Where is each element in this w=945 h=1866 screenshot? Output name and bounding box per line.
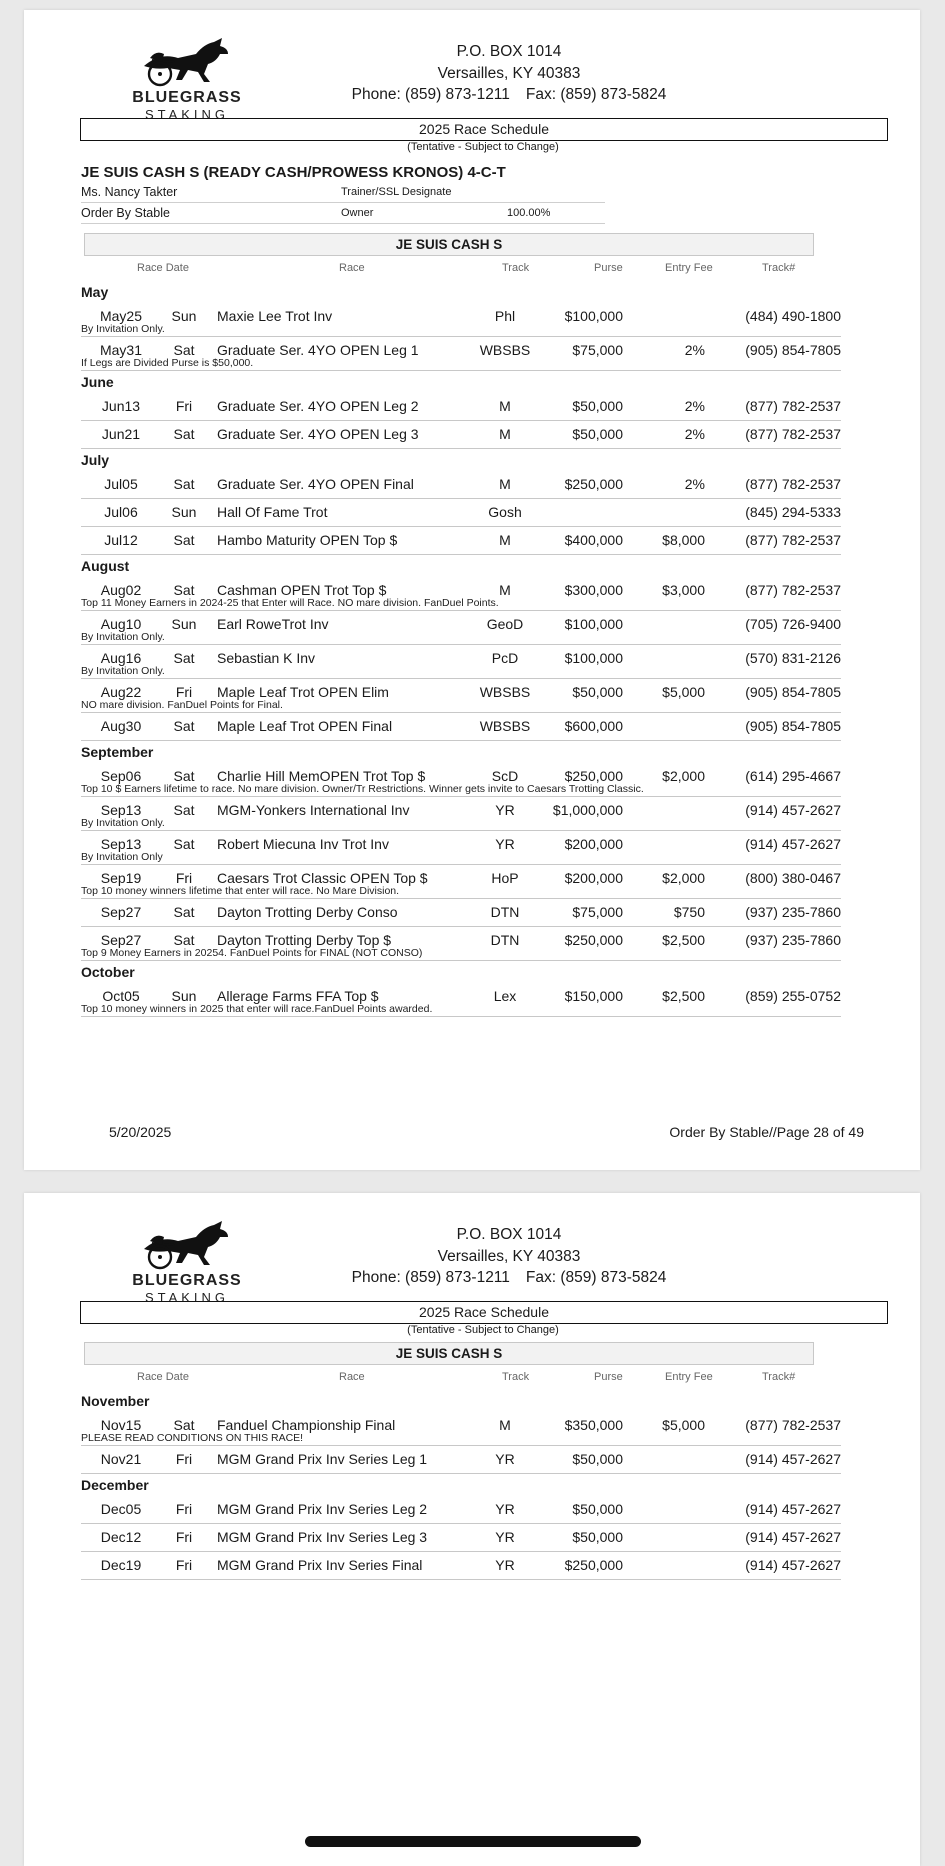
race-track: M [499,426,511,442]
race-row [81,763,841,797]
race-row [81,1446,841,1474]
race-row [81,1552,841,1580]
race-day: Sat [173,342,195,358]
race-name: Caesars Trot Classic OPEN Top $ [217,870,428,886]
brand-subtitle: STAKING [144,1290,230,1305]
race-day: Fri [175,1451,193,1467]
race-track: PcD [491,650,519,666]
address-block [274,1224,744,1289]
month-heading: May [81,284,109,300]
race-name: MGM Grand Prix Inv Series Leg 1 [217,1451,428,1467]
race-name: Earl RoweTrot Inv [217,616,329,632]
race-note: If Legs are Divided Purse is $50,000. [81,357,254,369]
race-entry-fee: $2,500 [662,932,705,948]
race-entry-fee: $8,000 [662,532,705,548]
harness-horse-icon [138,36,234,88]
bluegrass-staking-logo [112,36,262,124]
race-date: Aug10 [100,616,142,632]
race-purse: $250,000 [564,932,623,948]
race-name: Dayton Trotting Derby Top $ [217,932,392,948]
race-date: Sep06 [100,768,142,784]
race-track: Gosh [488,504,522,520]
race-track: HoP [491,870,519,886]
race-name: Robert Miecuna Inv Trot Inv [217,836,389,852]
col-track-phone: Track# [762,262,796,274]
track-phone: (937) 235-7860 [745,904,841,920]
race-row [81,1412,841,1446]
race-date: May31 [99,342,143,358]
race-date: Sep27 [100,904,142,920]
race-track: M [499,476,511,492]
schedule-page-1 [24,10,920,1170]
race-note: Top 11 Money Earners in 2024-25 that Enter will Race. NO mare division. FanDuel Points. [81,597,499,609]
race-purse: $350,000 [564,1417,623,1433]
column-header-row [81,1371,841,1387]
race-list [81,281,841,1017]
race-day: Sat [173,836,195,852]
horse-title: JE SUIS CASH S (READY CASH/PROWESS KRONOS) 4-C-T [81,164,506,181]
race-row [81,797,841,831]
race-row [81,499,841,527]
month-heading: June [81,374,114,390]
race-purse: $600,000 [564,718,623,734]
col-race-date: Race Date [137,1371,189,1383]
race-entry-fee: $2,000 [662,870,705,886]
race-date: Aug22 [100,684,142,700]
race-name: Charlie Hill MemOPEN Trot Top $ [217,768,426,784]
col-race-date: Race Date [137,262,189,274]
tentative-note: (Tentative - Subject to Change) [407,141,559,153]
race-track: M [499,1417,511,1433]
address-line-2: Versailles, KY 40383 [437,1247,581,1265]
race-note: By Invitation Only [81,851,163,863]
brand-name: BLUEGRASS [132,1272,242,1289]
track-phone: (905) 854-7805 [745,684,841,700]
race-track: Lex [493,988,517,1004]
race-row [81,983,841,1017]
race-entry-fee: 2% [684,398,705,414]
race-day: Sun [171,504,197,520]
race-row [81,865,841,899]
owner-percentage: 100.00% [507,207,551,219]
race-day: Sat [173,768,195,784]
race-name: Maple Leaf Trot OPEN Final [217,718,393,734]
race-row [81,679,841,713]
race-date: Aug02 [100,582,142,598]
race-purse: $250,000 [564,768,623,784]
race-track: M [499,532,511,548]
race-date: Jun13 [101,398,141,414]
address-line-2: Versailles, KY 40383 [437,64,581,82]
track-phone: (877) 782-2537 [745,426,841,442]
race-date: Dec19 [100,1557,142,1573]
race-day: Fri [175,684,193,700]
race-row [81,577,841,611]
race-name: Hall Of Fame Trot [217,504,328,520]
race-name: Sebastian K Inv [217,650,316,666]
race-date: Jul12 [104,532,138,548]
race-purse: $50,000 [572,398,623,414]
race-track: GeoD [486,616,524,632]
col-track-phone: Track# [762,1371,796,1383]
race-entry-fee: 2% [684,426,705,442]
race-name: Maple Leaf Trot OPEN Elim [217,684,389,700]
race-day: Sun [171,308,197,324]
race-date: Aug30 [100,718,142,734]
race-purse: $200,000 [564,870,623,886]
race-purse: $75,000 [572,904,623,920]
race-track: WBSBS [479,684,531,700]
race-day: Fri [175,1501,193,1517]
race-entry-fee: 2% [684,342,705,358]
race-track: Phl [494,308,516,324]
race-date: Nov15 [100,1417,142,1433]
race-date: May25 [99,308,143,324]
race-entry-fee: 2% [684,476,705,492]
track-phone: (914) 457-2627 [745,1529,841,1545]
col-purse: Purse [594,262,623,274]
fax-number: Fax: (859) 873-5824 [525,1269,667,1286]
race-row [81,527,841,555]
race-entry-fee: $2,000 [662,768,705,784]
race-day: Sat [173,532,195,548]
race-name: MGM Grand Prix Inv Series Leg 2 [217,1501,428,1517]
track-phone: (914) 457-2627 [745,836,841,852]
home-indicator[interactable] [305,1836,641,1847]
race-purse: $250,000 [564,476,623,492]
race-note: Top 9 Money Earners in 20254. FanDuel Points for FINAL (NOT CONSO) [81,947,423,959]
race-note: Top 10 money winners lifetime that enter will race. No Mare Division. [81,885,400,897]
race-name: Allerage Farms FFA Top $ [217,988,379,1004]
race-date: Nov21 [100,1451,142,1467]
race-date: Oct05 [102,988,140,1004]
race-date: Jul05 [104,476,138,492]
brand-name: BLUEGRASS [132,89,242,106]
month-heading: October [81,964,135,980]
race-entry-fee: $5,000 [662,1417,705,1433]
fax-number: Fax: (859) 873-5824 [525,86,667,103]
race-purse: $50,000 [572,1501,623,1517]
schedule-title-box: 2025 Race Schedule [80,118,888,141]
phone-fax-line [274,1267,744,1289]
race-row [81,393,841,421]
race-row [81,337,841,371]
track-phone: (877) 782-2537 [745,1417,841,1433]
race-date: Jul06 [104,504,138,520]
track-phone: (905) 854-7805 [745,342,841,358]
month-heading: November [81,1393,150,1409]
race-purse: $1,000,000 [552,802,623,818]
race-name: Cashman OPEN Trot Top $ [217,582,387,598]
race-track: YR [495,802,515,818]
race-row [81,421,841,449]
print-date: 5/20/2025 [109,1124,172,1140]
race-day: Sat [173,650,195,666]
race-date: Sep13 [100,836,142,852]
horse-section-bar: JE SUIS CASH S [84,233,814,256]
col-race: Race [339,1371,365,1383]
phone-number: Phone: (859) 873-1211 [351,86,510,103]
race-row [81,1524,841,1552]
race-track: YR [495,1501,515,1517]
race-day: Sat [173,718,195,734]
col-entry-fee: Entry Fee [665,262,713,274]
track-phone: (914) 457-2627 [745,802,841,818]
track-phone: (859) 255-0752 [745,988,841,1004]
race-row [81,831,841,865]
race-entry-fee: $750 [673,904,705,920]
race-note: By Invitation Only. [81,665,165,677]
column-header-row [81,262,841,278]
address-line-1: P.O. BOX 1014 [456,43,562,60]
race-name: Graduate Ser. 4YO OPEN Leg 2 [217,398,419,414]
race-purse: $400,000 [564,532,623,548]
race-day: Fri [175,870,193,886]
race-entry-fee: $3,000 [662,582,705,598]
brand-subtitle: STAKING [144,107,230,122]
race-date: Aug16 [100,650,142,666]
race-date: Sep13 [100,802,142,818]
race-track: YR [495,1451,515,1467]
track-phone: (877) 782-2537 [745,476,841,492]
track-phone: (877) 782-2537 [745,398,841,414]
address-line-1: P.O. BOX 1014 [456,1226,562,1243]
race-day: Sat [173,802,195,818]
race-entry-fee: $2,500 [662,988,705,1004]
race-list [81,1390,841,1580]
track-phone: (570) 831-2126 [745,650,841,666]
month-heading: August [81,558,130,574]
race-name: Dayton Trotting Derby Conso [217,904,398,920]
col-track: Track [502,1371,530,1383]
tentative-note: (Tentative - Subject to Change) [407,1324,559,1336]
race-day: Sat [173,426,195,442]
race-name: MGM Grand Prix Inv Series Final [217,1557,423,1573]
race-day: Fri [175,1529,193,1545]
col-entry-fee: Entry Fee [665,1371,713,1383]
race-row [81,713,841,741]
bluegrass-staking-logo [112,1219,262,1307]
page-number: Order By Stable//Page 28 of 49 [669,1124,864,1140]
race-day: Sat [173,1417,195,1433]
track-phone: (914) 457-2627 [745,1451,841,1467]
race-note: Top 10 $ Earners lifetime to race. No mare division. Owner/Tr Restrictions. Winner gets invite to Caesars Trotting Classic. [81,783,644,795]
race-track: ScD [491,768,519,784]
race-track: YR [495,836,515,852]
month-heading: July [81,452,110,468]
race-day: Fri [175,398,193,414]
race-day: Sat [173,932,195,948]
race-track: M [499,582,511,598]
race-name: Hambo Maturity OPEN Top $ [217,532,398,548]
race-row [81,471,841,499]
race-track: YR [495,1529,515,1545]
race-row [81,303,841,337]
track-phone: (914) 457-2627 [745,1501,841,1517]
phone-number: Phone: (859) 873-1211 [351,1269,510,1286]
schedule-page-2 [24,1193,920,1866]
race-track: M [499,398,511,414]
race-day: Sat [173,904,195,920]
race-name: Graduate Ser. 4YO OPEN Final [217,476,414,492]
race-date: Sep19 [100,870,142,886]
race-note: By Invitation Only. [81,817,165,829]
race-purse: $150,000 [564,988,623,1004]
race-purse: $50,000 [572,684,623,700]
race-purse: $100,000 [564,616,623,632]
race-purse: $300,000 [564,582,623,598]
track-phone: (905) 854-7805 [745,718,841,734]
race-date: Dec12 [100,1529,142,1545]
month-heading: September [81,744,154,760]
race-name: MGM Grand Prix Inv Series Leg 3 [217,1529,428,1545]
col-race: Race [339,262,365,274]
race-track: DTN [490,904,520,920]
race-name: MGM-Yonkers International Inv [217,802,410,818]
harness-horse-icon [138,1219,234,1271]
track-phone: (705) 726-9400 [745,616,841,632]
track-phone: (937) 235-7860 [745,932,841,948]
owner-row [81,204,605,224]
race-note: PLEASE READ CONDITIONS ON THIS RACE! [81,1432,304,1444]
race-purse: $100,000 [564,308,623,324]
race-purse: $250,000 [564,1557,623,1573]
race-track: WBSBS [479,342,531,358]
race-day: Sun [171,988,197,1004]
race-day: Fri [175,1557,193,1573]
race-note: NO mare division. FanDuel Points for Final. [81,699,283,711]
race-purse: $50,000 [572,1529,623,1545]
race-track: DTN [490,932,520,948]
race-name: Fanduel Championship Final [217,1417,396,1433]
track-phone: (845) 294-5333 [745,504,841,520]
race-name: Graduate Ser. 4YO OPEN Leg 1 [217,342,419,358]
month-heading: December [81,1477,149,1493]
race-row [81,927,841,961]
track-phone: (877) 782-2537 [745,532,841,548]
race-purse: $50,000 [572,1451,623,1467]
trainer-role: Trainer/SSL Designate [341,186,452,198]
race-day: Sat [173,476,195,492]
address-block [274,41,744,106]
track-phone: (800) 380-0467 [745,870,841,886]
track-phone: (484) 490-1800 [745,308,841,324]
owner-role: Owner [341,207,374,219]
race-row [81,645,841,679]
race-day: Sat [173,582,195,598]
race-purse: $100,000 [564,650,623,666]
col-track: Track [502,262,530,274]
race-name: Graduate Ser. 4YO OPEN Leg 3 [217,426,419,442]
race-track: WBSBS [479,718,531,734]
race-purse: $75,000 [572,342,623,358]
track-phone: (914) 457-2627 [745,1557,841,1573]
race-note: By Invitation Only. [81,631,165,643]
race-date: Dec05 [100,1501,142,1517]
race-row [81,611,841,645]
race-entry-fee: $5,000 [662,684,705,700]
race-track: YR [495,1557,515,1573]
race-note: By Invitation Only. [81,323,165,335]
col-purse: Purse [594,1371,623,1383]
race-purse: $200,000 [564,836,623,852]
track-phone: (614) 295-4667 [745,768,841,784]
trainer-name: Ms. Nancy Takter [81,185,178,199]
trainer-row [81,183,605,203]
race-purse: $50,000 [572,426,623,442]
race-note: Top 10 money winners in 2025 that enter will race.FanDuel Points awarded. [81,1003,433,1015]
race-day: Sun [171,616,197,632]
race-row [81,899,841,927]
race-row [81,1496,841,1524]
phone-fax-line [274,84,744,106]
horse-section-bar: JE SUIS CASH S [84,1342,814,1365]
race-name: Maxie Lee Trot Inv [217,308,333,324]
race-date: Jun21 [101,426,141,442]
owner-name: Order By Stable [81,206,170,220]
race-date: Sep27 [100,932,142,948]
track-phone: (877) 782-2537 [745,582,841,598]
schedule-title-box: 2025 Race Schedule [80,1301,888,1324]
